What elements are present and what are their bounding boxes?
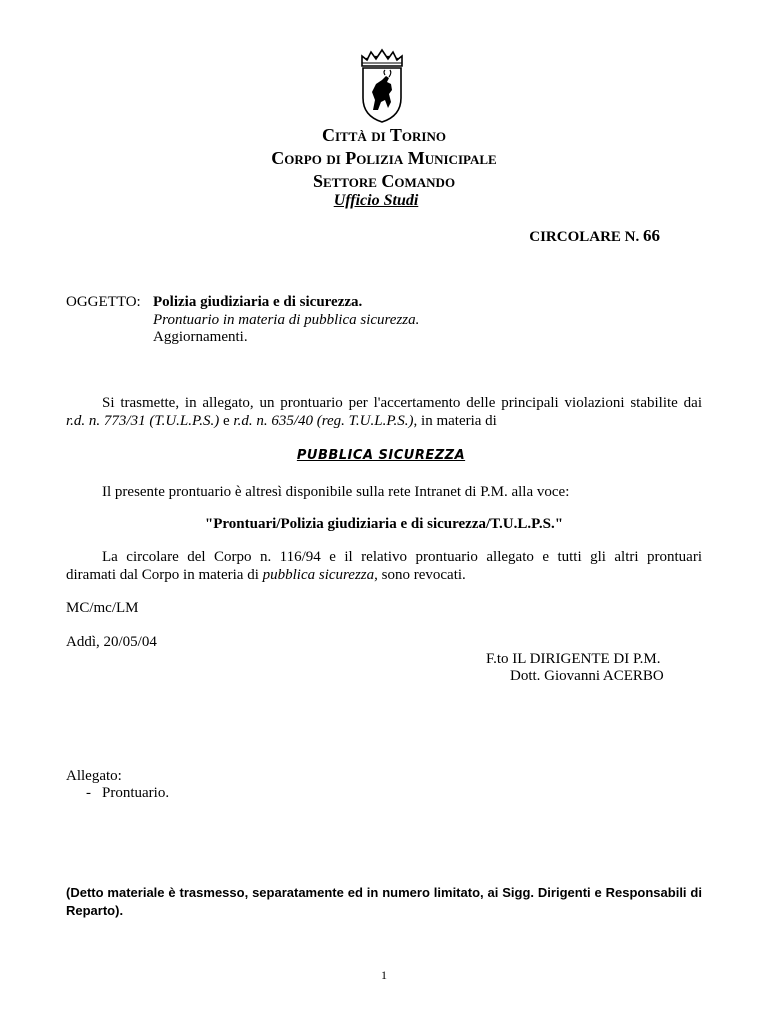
circular-number <box>480 226 660 247</box>
date: Addì, 20/05/04 <box>66 634 157 650</box>
paragraph-2: Il presente prontuario è altresì disponibile sulla rete Intranet di P.M. alla voce: <box>102 484 570 500</box>
paragraph-1-line-2 <box>66 412 702 430</box>
corps-title: Corpo di Polizia Municipale <box>271 148 497 168</box>
coat-of-arms-logo <box>356 48 408 124</box>
section-heading-text: PUBBLICA SICUREZZA <box>296 448 466 463</box>
paragraph-1-text: Si trasmette, in allegato, un prontuario per l'accertamento delle principali violazioni stabilite dai <box>102 395 702 411</box>
sector-title: Settore Comando <box>312 171 456 191</box>
conjunction: e <box>219 413 234 429</box>
intranet-path: "Prontuari/Polizia giudiziaria e di sicurezza/T.U.L.P.S." <box>204 516 564 532</box>
subject-line-2: Prontuario in materia di pubblica sicurezza. <box>153 312 420 328</box>
law-reference-2: r.d. n. 635/40 (reg. T.U.L.P.S.) <box>233 413 414 429</box>
signature-title: F.to IL DIRIGENTE DI P.M. <box>486 651 661 667</box>
paragraph-3-text-b: diramati dal Corpo in materia di <box>66 567 263 583</box>
signature-name: Dott. Giovanni ACERBO <box>510 668 664 684</box>
subject-label: OGGETTO: <box>66 294 141 310</box>
circular-value: 66 <box>643 226 660 245</box>
paragraph-3-line-1 <box>66 548 702 566</box>
subject-line-1: Polizia giudiziaria e di sicurezza. <box>153 294 363 310</box>
distribution-note: (Detto materiale è trasmesso, separatamente ed in numero limitato, ai Sigg. Dirigenti e Responsabili di Reparto). <box>66 885 702 918</box>
paragraph-3-line-2 <box>66 566 466 584</box>
paragraph-3-italic: pubblica sicurezza <box>262 567 375 583</box>
subject-line-3: Aggiornamenti. <box>153 329 248 345</box>
circular-label: CIRCOLARE N. <box>529 229 640 245</box>
author-initials: MC/mc/LM <box>66 600 139 616</box>
paragraph-1-line-1 <box>66 394 702 412</box>
office-title: Ufficio Studi <box>333 192 419 209</box>
law-reference-1: r.d. n. 773/31 (T.U.L.P.S.) <box>66 413 220 429</box>
paragraph-3-end: , sono revocati. <box>374 567 466 583</box>
attachment-bullet: - <box>86 785 91 801</box>
page-number: 1 <box>381 968 387 982</box>
paragraph-3-text: La circolare del Corpo n. 116/94 e il relativo prontuario allegato e tutti gli altri prontuari <box>102 549 702 565</box>
section-heading <box>184 446 584 464</box>
city-title: Città di Torino <box>322 125 446 145</box>
paragraph-1-end: , in materia di <box>413 413 497 429</box>
attachment-item: Prontuario. <box>102 785 170 801</box>
attachment-label: Allegato: <box>66 768 122 784</box>
